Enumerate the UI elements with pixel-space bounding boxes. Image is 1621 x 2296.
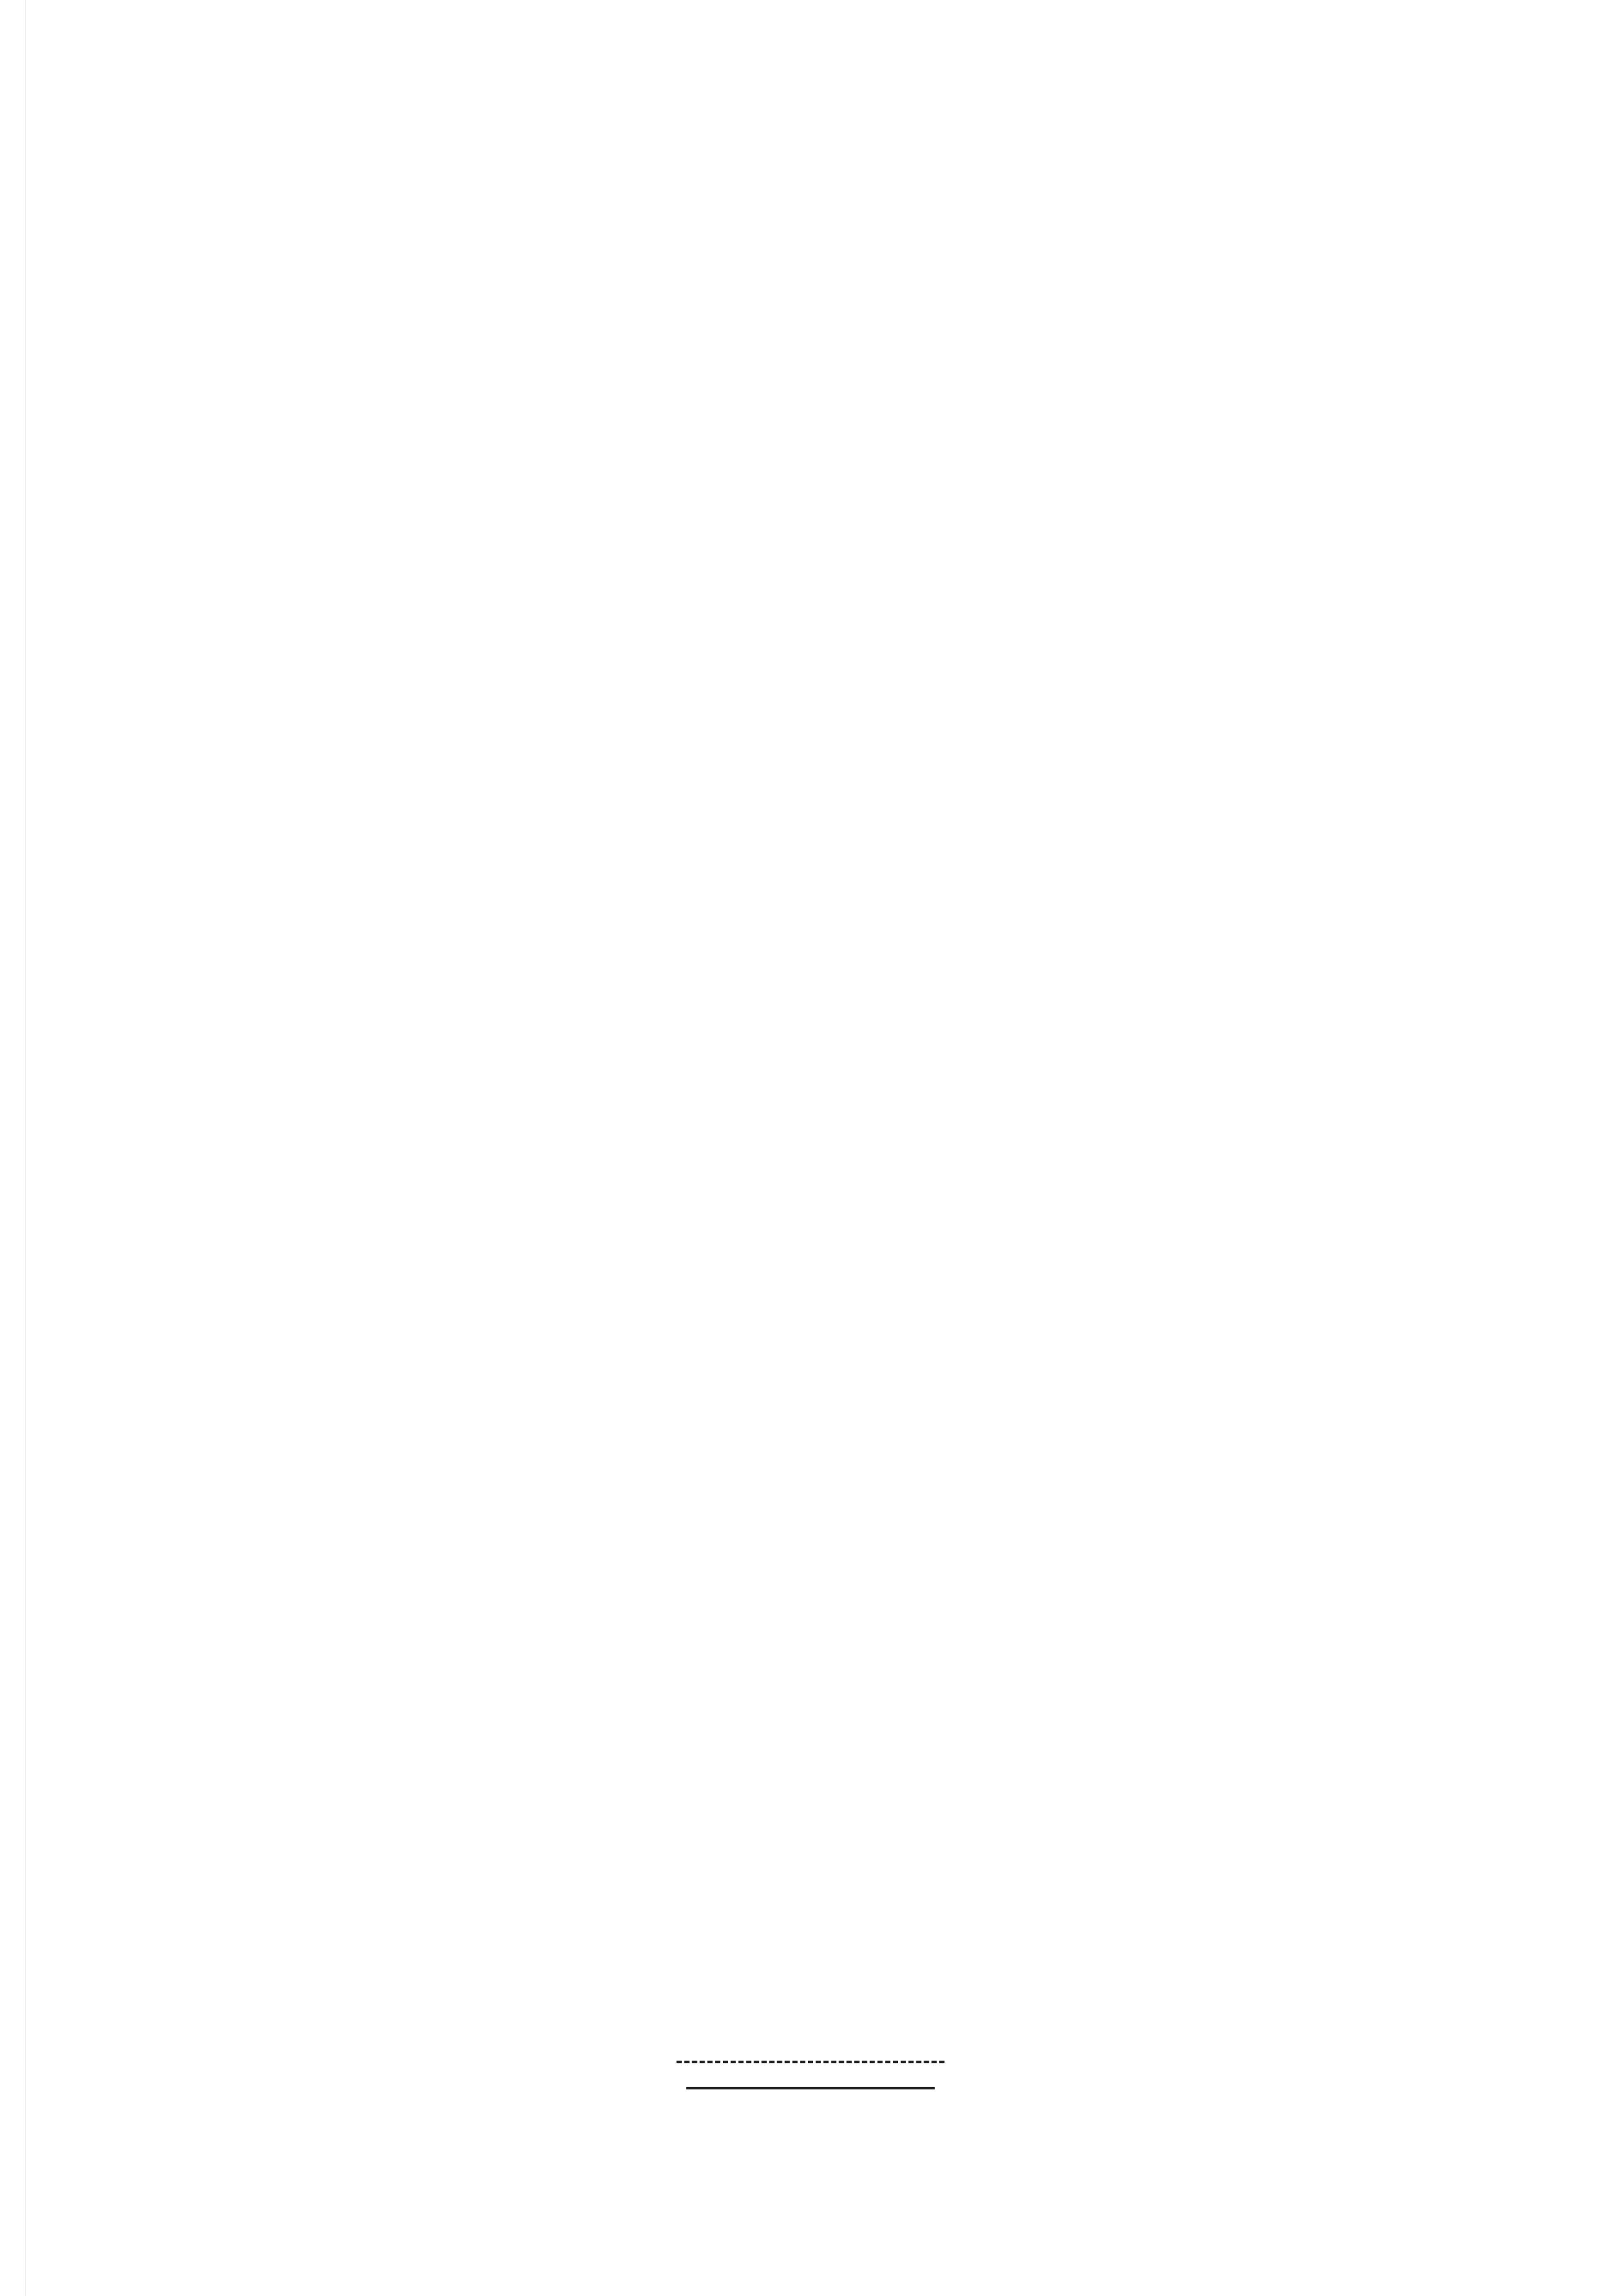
end-separator	[677, 2061, 944, 2063]
heading-separator	[686, 2087, 935, 2089]
document-body	[190, 2037, 1431, 2142]
